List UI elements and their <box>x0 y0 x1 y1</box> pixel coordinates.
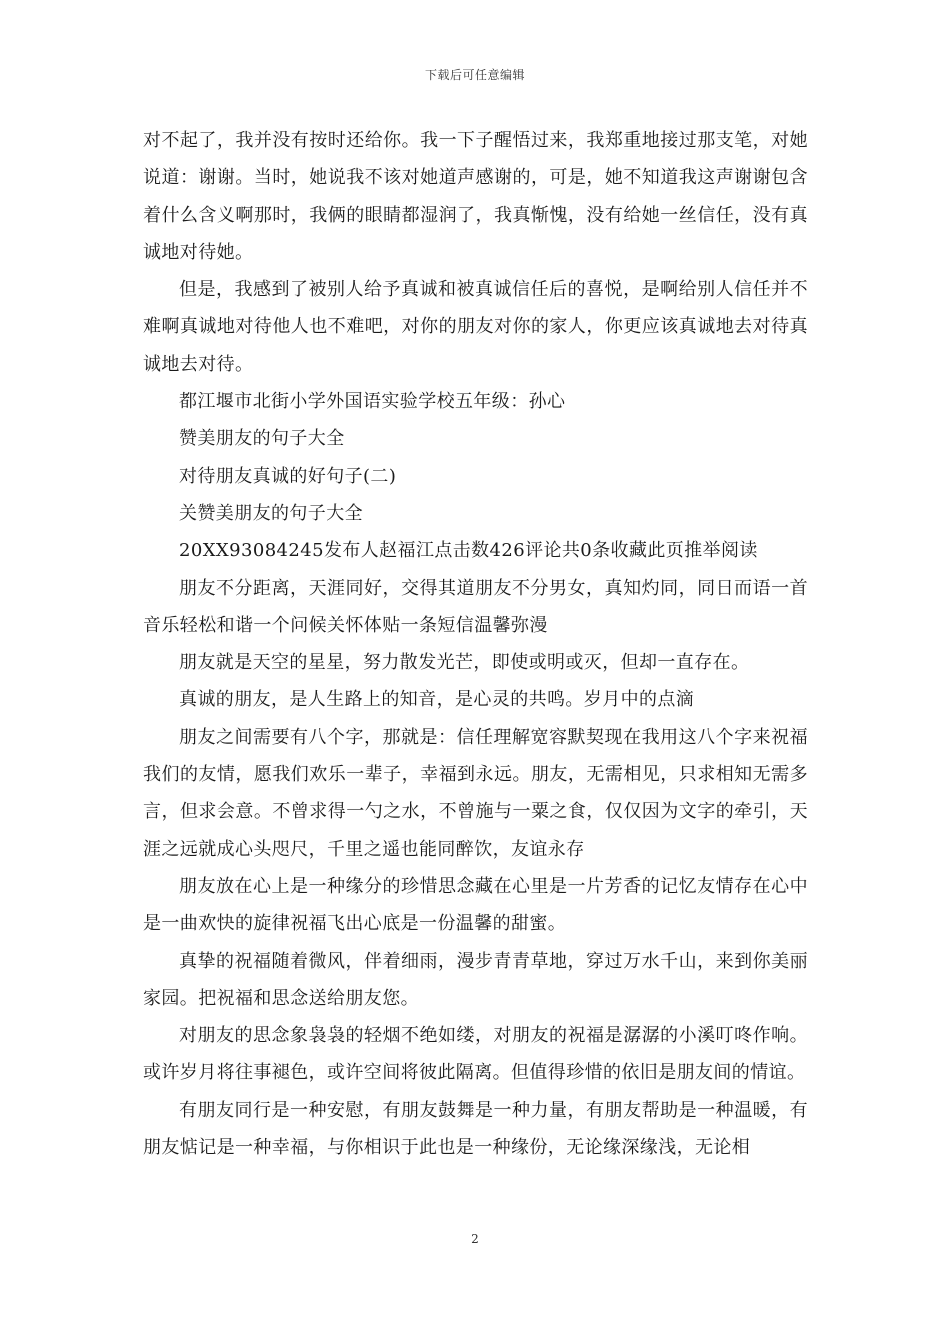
author-line: 都江堰市北街小学外国语实验学校五年级：孙心 <box>179 391 566 413</box>
paragraph: 对朋友的思念象袅袅的轻烟不绝如缕，对朋友的祝福是潺潺的小溪叮咚作响。或许岁月将往事褪色，或许空间将彼此隔离。但值得珍惜的依旧是朋友间的情谊。 <box>143 1025 808 1084</box>
paragraph: 有朋友同行是一种安慰，有朋友鼓舞是一种力量，有朋友帮助是一种温暖，有朋友惦记是一种幸福，与你相识于此也是一种缘份，无论缘深缘浅，无论相 <box>143 1099 808 1159</box>
paragraph: 朋友之间需要有八个字，那就是：信任理解宽容默契现在我用这八个字来祝福我们的友情，愿我们欢乐一辈子，幸福到永远。朋友，无需相见，只求相知无需多言，但求会意。不曾求得一勺之水，不曾施与一粟之食，仅仅因为文字的牵引，天涯之远就成心头咫尺，千里之遥也能同醉饮，友谊永存 <box>143 726 808 860</box>
section-heading: 赞美朋友的句子大全 <box>179 428 345 450</box>
publish-info: 20XX93084245发布人赵福江点击数426评论共0条收藏此页推举阅读 <box>179 540 758 562</box>
paragraph: 真挚的祝福随着微风，伴着细雨，漫步青青草地，穿过万水千山，来到你美丽家园。把祝福和思念送给朋友您。 <box>143 950 808 1009</box>
paragraph: 真诚的朋友，是人生路上的知音，是心灵的共鸣。岁月中的点滴 <box>179 689 695 711</box>
page-number: 2 <box>471 1232 479 1246</box>
paragraph: 朋友放在心上是一种缘分的珍惜思念藏在心里是一片芳香的记忆友情存在心中是一曲欢快的旋律祝福飞出心底是一份温馨的甜蜜。 <box>143 875 808 935</box>
paragraph: 朋友就是天空的星星，努力散发光芒，即使或明或灭，但却一直存在。 <box>179 652 750 674</box>
page-header: 下载后可任意编辑 <box>424 68 525 82</box>
section-heading: 关赞美朋友的句子大全 <box>179 502 363 524</box>
paragraph: 但是，我感到了被别人给予真诚和被真诚信任后的喜悦，是啊给别人信任并不难啊真诚地对待他人也不难吧，对你的朋友对你的家人，你更应该真诚地去对待真诚地去对待。 <box>143 279 808 375</box>
document-body <box>143 122 808 1166</box>
section-heading: 对待朋友真诚的好句子(二) <box>179 465 397 487</box>
paragraph: 朋友不分距离，天涯同好，交得其道朋友不分男女，真知灼同，同日而语一首音乐轻松和谐一个问候关怀体贴一条短信温馨弥漫 <box>143 577 808 636</box>
paragraph: 对不起了，我并没有按时还给你。我一下子醒悟过来，我郑重地接过那支笔，对她说道：谢谢。当时，她说我不该对她道声感谢的，可是，她不知道我这声谢谢包含着什么含义啊那时，我俩的眼睛都湿润了，我真惭愧，没有给她一丝信任，没有真诚地对待她。 <box>143 130 808 263</box>
